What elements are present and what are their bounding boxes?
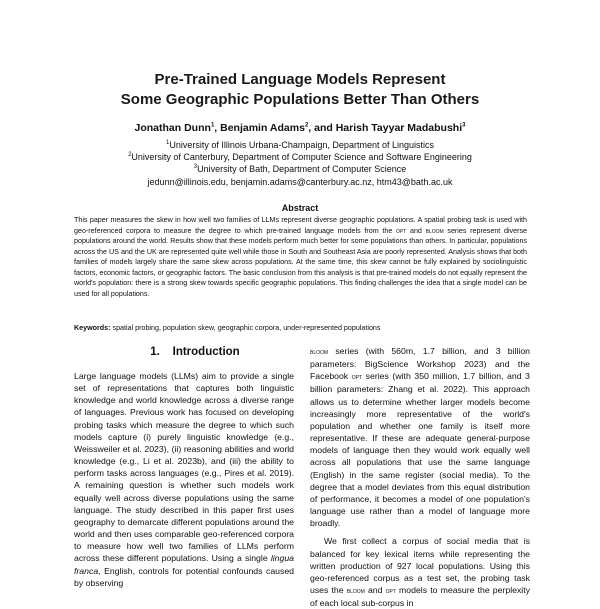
section-heading-introduction: 1. Introduction	[150, 346, 240, 358]
affiliation-text: University of Illinois Urbana-Champaign, Department of Linguistics	[169, 140, 434, 150]
left-column	[74, 370, 294, 589]
abstract-heading: Abstract	[281, 203, 319, 213]
author-emails[interactable]: jedunn@illinois.edu, benjamin.adams@canterbury.ac.nz, htm43@bath.ac.uk	[147, 177, 453, 187]
author-separator: , and	[308, 122, 336, 134]
intro-paragraph	[310, 345, 530, 529]
abstract-text: and	[406, 226, 426, 235]
abstract-body	[74, 215, 527, 299]
body-text: series (with 350 million, 1.7 billion, and 3 billion parameters: Zhang et al. 2022). This approach allows us to determine whether larger models become increasingly more representative of the world's population and whether one family is itself more representative. If these are adequate general-purpose models of language then they would work equally well across all populations that use the same language (English) in the same register (social media). To the degree that a model deviates from this equal distribution of performance, it becomes a model of one population's language use rather than a model of language more broadly.	[310, 371, 530, 529]
affiliation	[0, 140, 600, 151]
affiliation-mark: 3	[193, 164, 198, 170]
keywords-line	[74, 324, 527, 332]
author-name: Benjamin Adams	[220, 122, 305, 134]
abstract-text: series represent diverse populations around the world. Results show that these models perform much better for some populations than others. In particular, populations across the US and the UK are represented quite well while those in South and Southeast Asia are poorly represented. Analysis shows that both families of models largely share the same skew across populations. At the same time, this skew cannot be fully explained by sociolinguistic factors, economic factors, or geographic factors. The basic conclusion from this analysis is that pre-trained models do not equally represent the world's population: there is a strong skew towards specific geographic populations. This finding challenges the idea that a single model can be used for all populations.	[74, 226, 528, 298]
author-separator: ,	[214, 122, 221, 134]
affiliation-text: University of Bath, Department of Computer Science	[197, 164, 407, 174]
author-affiliation-mark: 1	[210, 122, 215, 129]
body-text: and	[364, 584, 386, 595]
author-affiliation-mark: 2	[304, 122, 309, 129]
model-name-bloom: bloom	[425, 225, 444, 235]
body-text: models to measure the perplexity of each local sub-corpus in	[310, 584, 530, 609]
model-name-bloom: bloom	[310, 347, 329, 356]
model-name-opt: opt	[351, 372, 363, 382]
model-name-opt: opt	[385, 585, 396, 595]
affiliation-mark: 2	[128, 152, 132, 158]
affiliation-text: University of Canterbury, Department of Computer Science and Software Engineering	[131, 152, 472, 162]
keywords-text: spatial probing, population skew, geographic corpora, under-represented populations	[110, 324, 381, 332]
body-text: Large language models (LLMs) aim to provide a single set of representations that captures both linguistic knowledge and world knowledge across a diverse range of languages. Previous work has focused on developing probing tasks which measure the degree to which such models capture (i) purely linguistic knowledge (e.g., Weissweiler et al. 2023), (ii) reasoning abilities and world knowledge (e.g., Li et al. 2023b), and (iii) the ability to perform tasks across languages (e.g., Pires et al. 2019). A remaining question is whether such models work equally well across diverse populations using the same language. The study described in this paper first uses geography to demarcate different populations around the world and then uses comparable geo-referenced corpora to measure how well two families of LLMs perform across these different populations. Using a single	[74, 371, 294, 564]
author-name: Jonathan Dunn	[134, 122, 211, 134]
affiliation	[0, 164, 600, 175]
right-column	[310, 345, 530, 609]
keywords-label: Keywords:	[74, 324, 111, 332]
affiliation-mark: 1	[166, 140, 170, 146]
intro-paragraph	[310, 535, 530, 609]
author-list	[0, 122, 600, 134]
model-name-bloom: bloom	[346, 585, 365, 595]
abstract-text: This paper measures the skew in how well two families of LLMs represent diverse geographic populations. A spatial probing task is used with geo-referenced corpora to measure the degree to which pre-trained language models from the	[74, 216, 527, 235]
italic-term: lingua franca	[74, 553, 294, 576]
affiliation	[0, 152, 600, 163]
paper-title-line-1: Pre-Trained Language Models Represent	[154, 71, 446, 88]
intro-paragraph	[74, 370, 294, 589]
body-text: , English, controls for potential confounds caused by observing	[74, 565, 294, 588]
body-text: We first collect a corpus of social media that is balanced for key lexical items while representing the written production of 927 local populations. Using this geo-referenced corpus as a test set, the probing task uses the	[310, 536, 530, 595]
paper-title-line-2: Some Geographic Populations Better Than Others	[120, 91, 480, 108]
author-name: Harish Tayyar Madabushi	[335, 122, 463, 134]
author-affiliation-mark: 3	[462, 122, 466, 129]
body-text: series (with 560m, 1.7 billion, and 3 billion parameters: BigScience Workshop 2023) and the Facebook	[310, 346, 530, 382]
model-name-opt: opt	[396, 225, 407, 235]
